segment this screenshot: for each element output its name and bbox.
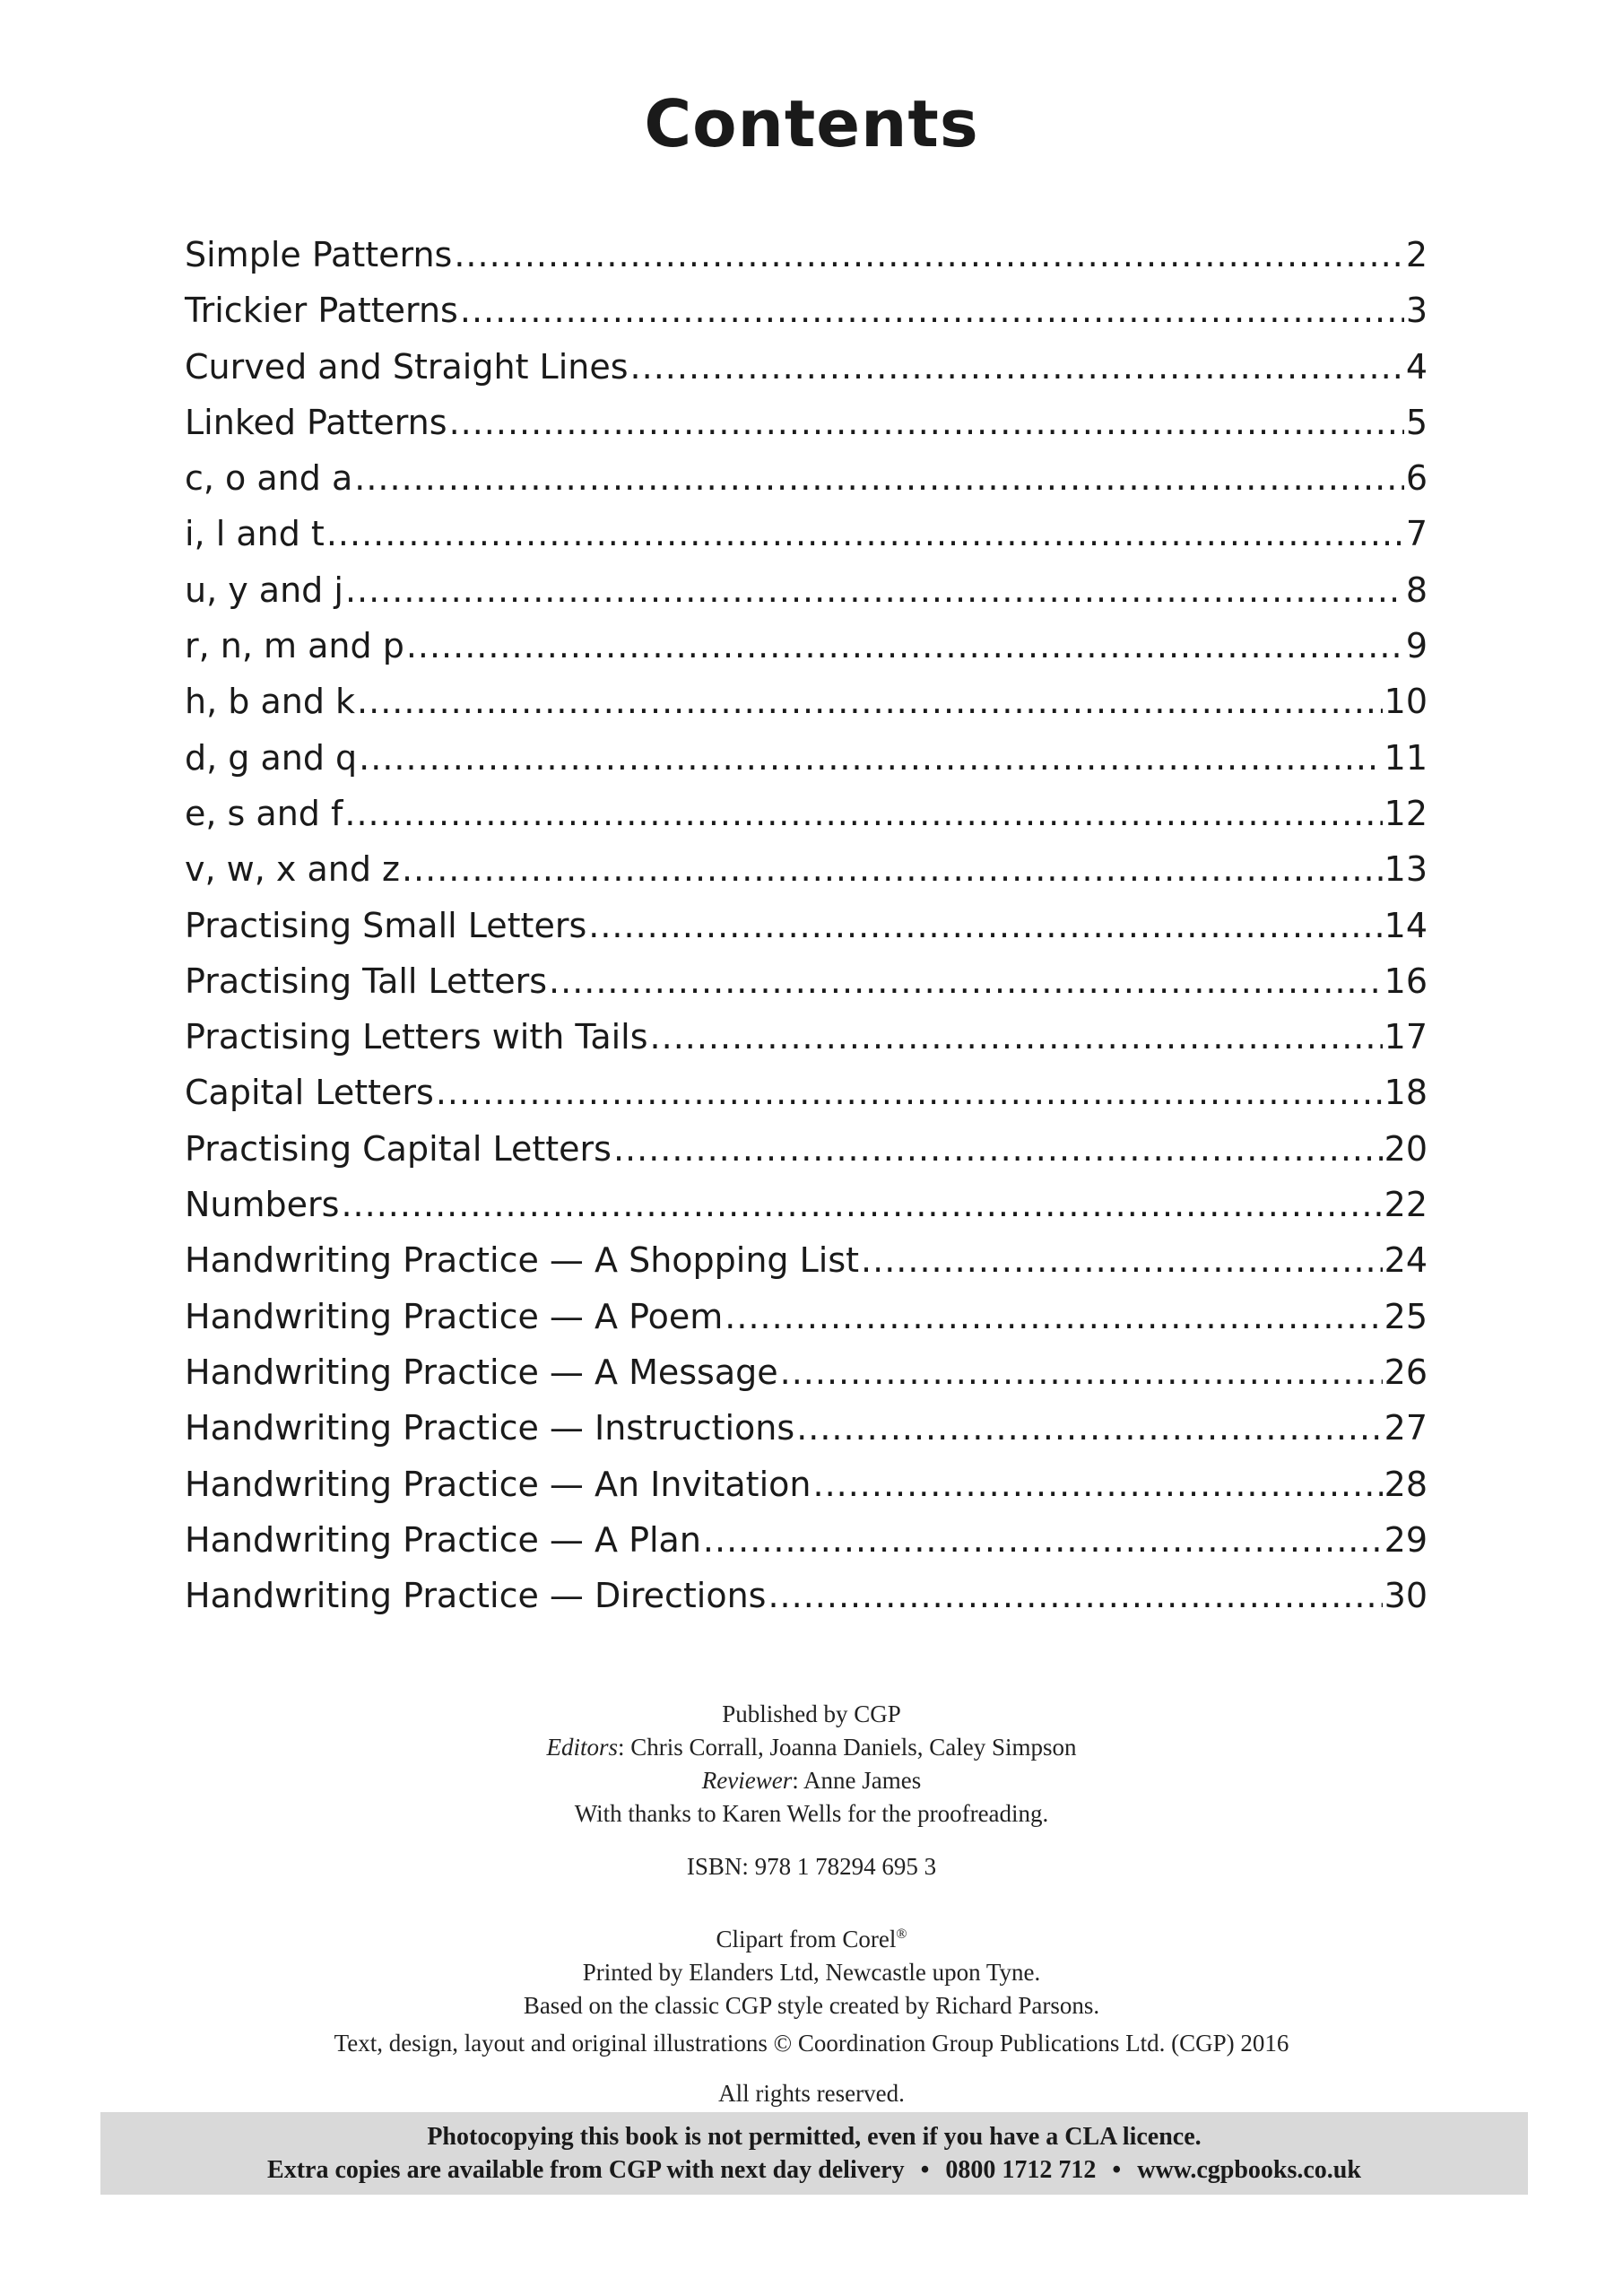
website-link[interactable]: www.cgpbooks.co.uk xyxy=(1137,2156,1361,2184)
toc-entry-title: Practising Tall Letters xyxy=(185,961,548,1001)
dot-leader xyxy=(650,1017,1383,1057)
thanks-line: With thanks to Karen Wells for the proofreading. xyxy=(574,1800,1049,1827)
toc-entry-title: Handwriting Practice — A Plan xyxy=(185,1519,701,1560)
style-line: Based on the classic CGP style created by Richard Parsons. xyxy=(523,1992,1100,2019)
clipart-text: Clipart from Corel xyxy=(716,1926,897,1952)
isbn-block xyxy=(0,1850,1623,1883)
toc-entry[interactable] xyxy=(185,458,1428,514)
isbn: ISBN: 978 1 78294 695 3 xyxy=(686,1853,937,1880)
toc-entry[interactable] xyxy=(185,1465,1428,1520)
publisher-credits xyxy=(0,1698,1623,1831)
toc-entry[interactable] xyxy=(185,1408,1428,1464)
toc-entry[interactable] xyxy=(185,906,1428,961)
toc-page-number: 11 xyxy=(1384,737,1428,778)
toc-entry-title: Practising Letters with Tails xyxy=(185,1017,648,1057)
toc-entry[interactable] xyxy=(185,1520,1428,1576)
reviewer-name: : Anne James xyxy=(792,1767,922,1794)
toc-entry-title: i, l and t xyxy=(185,514,325,554)
rights-block xyxy=(0,2077,1623,2110)
toc-entry-title: r, n, m and p xyxy=(185,626,404,666)
toc-entry[interactable] xyxy=(185,403,1428,458)
phone-number: 0800 1712 712 xyxy=(945,2156,1097,2184)
toc-entry-title: Practising Capital Letters xyxy=(185,1128,612,1169)
toc-entry[interactable] xyxy=(185,1352,1428,1408)
toc-entry-title: e, s and f xyxy=(185,793,343,833)
editors-names: : Chris Corrall, Joanna Daniels, Caley Simpson xyxy=(618,1734,1077,1761)
toc-entry[interactable] xyxy=(185,626,1428,682)
page-title: Contents xyxy=(644,86,979,161)
toc-page-number: 20 xyxy=(1384,1128,1428,1169)
toc-page-number: 25 xyxy=(1384,1296,1428,1336)
toc-entry[interactable] xyxy=(185,570,1428,626)
toc-entry-title: Handwriting Practice — An Invitation xyxy=(185,1464,812,1504)
dot-leader xyxy=(549,961,1383,1001)
editors-line xyxy=(0,1731,1623,1764)
dot-leader xyxy=(703,1520,1383,1560)
dot-leader xyxy=(460,291,1404,330)
toc-entry-title: Numbers xyxy=(185,1185,340,1225)
print-credits xyxy=(0,1918,1623,2022)
toc-page-number: 30 xyxy=(1384,1576,1428,1616)
reviewer-label: Reviewer xyxy=(701,1767,793,1794)
toc-entry-title: c, o and a xyxy=(185,458,353,499)
toc-entry[interactable] xyxy=(185,291,1428,346)
toc-page-number: 29 xyxy=(1384,1519,1428,1560)
toc-entry-title: d, g and q xyxy=(185,737,358,778)
toc-page-number: 7 xyxy=(1405,514,1428,554)
dot-leader xyxy=(402,849,1383,889)
toc-entry[interactable] xyxy=(185,1073,1428,1128)
toc-entry[interactable] xyxy=(185,682,1428,737)
toc-page-number: 28 xyxy=(1384,1464,1428,1504)
toc-entry-title: Handwriting Practice — Instructions xyxy=(185,1408,795,1448)
toc-entry-title: Trickier Patterns xyxy=(185,291,458,331)
toc-entry[interactable] xyxy=(185,1240,1428,1296)
toc-entry[interactable] xyxy=(185,849,1428,905)
toc-entry-title: u, y and j xyxy=(185,570,343,610)
contents-list xyxy=(185,235,1428,1631)
photocopy-notice-banner xyxy=(100,2112,1528,2195)
toc-page-number: 22 xyxy=(1384,1185,1428,1225)
registered-mark: ® xyxy=(896,1926,907,1942)
toc-entry[interactable] xyxy=(185,1576,1428,1631)
extra-copies-text: Extra copies are available from CGP with next day delivery xyxy=(267,2156,905,2184)
toc-entry[interactable] xyxy=(185,235,1428,291)
reviewer-line xyxy=(0,1764,1623,1797)
toc-page-number: 13 xyxy=(1384,849,1428,890)
toc-entry-title: Curved and Straight Lines xyxy=(185,346,629,387)
toc-entry-title: Handwriting Practice — A Shopping List xyxy=(185,1240,860,1281)
toc-page-number: 14 xyxy=(1384,905,1428,945)
clipart-line xyxy=(0,1918,1623,1956)
toc-page-number: 26 xyxy=(1384,1352,1428,1392)
rights-line: All rights reserved. xyxy=(718,2080,905,2107)
dot-leader xyxy=(725,1297,1382,1336)
toc-entry-title: Simple Patterns xyxy=(185,235,453,274)
dot-leader xyxy=(768,1576,1382,1615)
toc-entry[interactable] xyxy=(185,514,1428,570)
dot-leader xyxy=(780,1352,1383,1392)
toc-entry-title: h, b and k xyxy=(185,682,356,722)
toc-entry-title: Linked Patterns xyxy=(185,402,447,442)
dot-leader xyxy=(326,514,1404,553)
dot-leader xyxy=(613,1129,1383,1169)
toc-entry-title: v, w, x and z xyxy=(185,849,400,890)
printed-line: Printed by Elanders Ltd, Newcastle upon Tyne. xyxy=(582,1959,1041,1986)
dot-leader xyxy=(630,347,1404,387)
dot-leader xyxy=(341,1185,1382,1224)
toc-page-number: 2 xyxy=(1405,235,1428,274)
copyright-line: Text, design, layout and original illustrations © Coordination Group Publications Ltd. (CGP) 2016 xyxy=(334,2030,1289,2057)
dot-leader xyxy=(354,458,1404,498)
photocopy-warning: Photocopying this book is not permitted, even if you have a CLA licence. xyxy=(427,2123,1202,2151)
dot-leader xyxy=(357,682,1383,721)
toc-entry[interactable] xyxy=(185,347,1428,403)
toc-page-number: 10 xyxy=(1384,682,1428,722)
toc-entry[interactable] xyxy=(185,1297,1428,1352)
dot-leader xyxy=(359,738,1382,778)
toc-entry-title: Handwriting Practice — A Poem xyxy=(185,1296,724,1336)
toc-entry-title: Capital Letters xyxy=(185,1073,434,1113)
bullet-separator: • xyxy=(920,2156,930,2184)
dot-leader xyxy=(406,626,1404,665)
toc-page-number: 24 xyxy=(1384,1240,1428,1281)
toc-entry-title: Practising Small Letters xyxy=(185,905,587,945)
dot-leader xyxy=(861,1240,1383,1280)
toc-entry[interactable] xyxy=(185,1017,1428,1073)
toc-entry-title: Handwriting Practice — Directions xyxy=(185,1576,767,1616)
dot-leader xyxy=(449,403,1404,442)
toc-page-number: 16 xyxy=(1384,961,1428,1001)
toc-entry[interactable] xyxy=(185,794,1428,849)
bullet-separator: • xyxy=(1112,2156,1122,2184)
dot-leader xyxy=(436,1073,1383,1112)
dot-leader xyxy=(344,794,1382,833)
toc-entry-title: Handwriting Practice — A Message xyxy=(185,1352,778,1392)
editors-label: Editors xyxy=(546,1734,619,1761)
toc-entry[interactable] xyxy=(185,1129,1428,1185)
toc-page-number: 9 xyxy=(1405,626,1428,666)
published-by: Published by CGP xyxy=(722,1700,901,1727)
toc-entry[interactable] xyxy=(185,1185,1428,1240)
dot-leader xyxy=(796,1408,1382,1448)
toc-page-number: 8 xyxy=(1405,570,1428,610)
toc-page-number: 12 xyxy=(1384,793,1428,833)
toc-page-number: 18 xyxy=(1384,1073,1428,1113)
extra-copies-line xyxy=(100,2153,1528,2187)
dot-leader xyxy=(454,235,1403,274)
toc-page-number: 6 xyxy=(1405,458,1428,499)
dot-leader xyxy=(588,906,1382,945)
toc-page-number: 4 xyxy=(1405,346,1428,387)
toc-page-number: 17 xyxy=(1384,1017,1428,1057)
toc-page-number: 5 xyxy=(1405,402,1428,442)
toc-entry[interactable] xyxy=(185,961,1428,1017)
toc-entry[interactable] xyxy=(185,738,1428,794)
toc-page-number: 3 xyxy=(1405,291,1428,331)
dot-leader xyxy=(812,1465,1382,1504)
toc-page-number: 27 xyxy=(1384,1408,1428,1448)
copyright-block xyxy=(0,2027,1623,2060)
dot-leader xyxy=(345,570,1404,610)
